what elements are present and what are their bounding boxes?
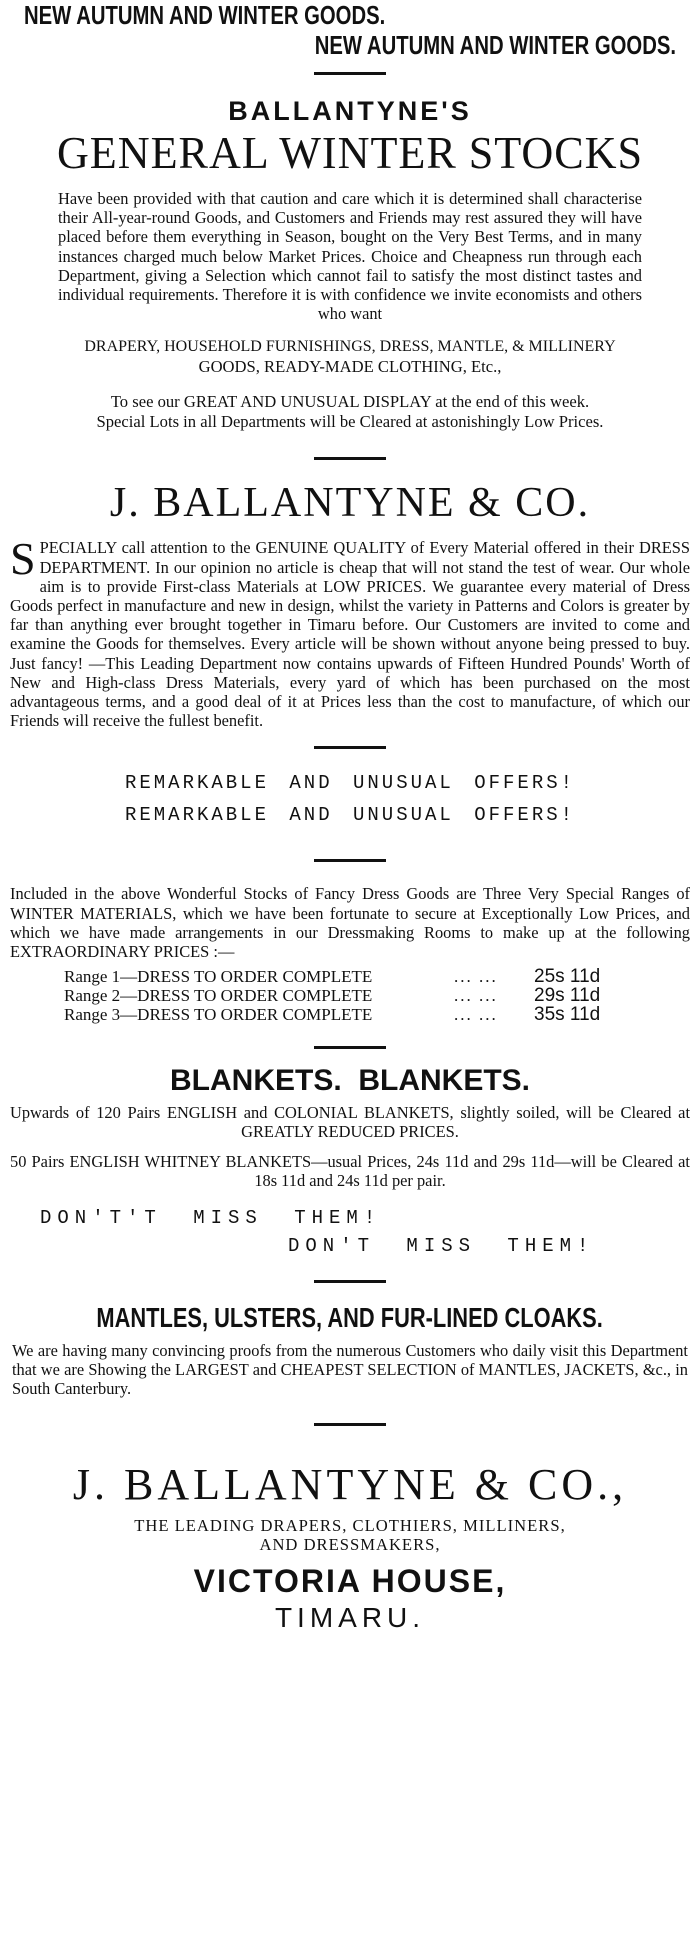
price-range-row <box>64 1005 694 1024</box>
dress-paragraph <box>10 533 690 731</box>
intro-paragraph: Have been provided with that caution and care which it is determined shall characterise their All-year-round Goods, and Customers and Friends may rest assured they will have placed before them everything in Season, bought on the Very Best Terms, and in many instances charged much below Market Prices. Choice and Cheapness run through each Department, giving a Selection which cannot fail to satisfy the most distinct tastes and individual requirements. Therefore it is with confidence we invite economists and others who want <box>58 189 642 324</box>
divider-rule <box>314 1423 386 1426</box>
divider-rule <box>314 457 386 460</box>
offers-headline-2: REMARKABLE AND UNUSUAL OFFERS! <box>124 804 576 827</box>
price-range-row <box>64 986 694 1005</box>
firm-name-headline: J. BALLANTYNE & CO. <box>109 480 591 527</box>
blankets-headline: BLANKETS. BLANKETS. <box>170 1064 530 1098</box>
dress-paragraph-text: PECIALLY call attention to the GENUINE QUALITY of Every Material offered in their DRESS DEPARTMENT. In our opinion no article is cheap that will not stand the test of wear. Our whole aim is to provide First-class Materials at LOW PRICES. We guarantee every material of Dress Goods perfect in manufacture and new in design, whilst the variety in Patterns and Colors is greater by far than anything ever brought together in Timaru before. Our Customers are invited to come and examine the Goods for themselves. Every article will be shown without anyone being pressed to buy. Just fancy! —This Leading Department now contains upwards of Fifteen Hundred Pounds' Worth of New and High-class Dress Materials, every yard of which has been purchased on the most advantageous terms, and a good deal of it at Prices less than the cost to manufacture, of which our Friends will receive the fullest benefit. <box>10 538 690 731</box>
price-ranges-list <box>64 967 694 1024</box>
range-price: 35s 11d <box>534 1004 601 1026</box>
divider-rule <box>314 1046 386 1049</box>
victoria-house-headline: VICTORIA HOUSE, <box>193 1562 507 1599</box>
blankets-paragraph-2: 50 Pairs ENGLISH WHITNEY BLANKETS—usual Prices, 24s 11d and 29s 11d—will be Cleared at 18s 11d and 24s 11d per pair. <box>10 1151 690 1190</box>
price-range-row <box>64 967 694 986</box>
mantles-headline <box>6 1301 694 1335</box>
footer-trade-line-2: AND DRESSMAKERS, <box>259 1535 441 1555</box>
range-leader-dots: ... ... <box>454 986 498 1006</box>
header-line-2: NEW AUTUMN AND WINTER GOODS. <box>314 30 676 60</box>
goods-line-1: DRAPERY, HOUSEHOLD FURNISHINGS, DRESS, MANTLE, & MILLINERY <box>84 338 616 356</box>
divider-rule <box>314 859 386 862</box>
drop-cap-letter: S <box>10 533 36 585</box>
ballantynes-title: BALLANTYNE'S <box>228 96 472 126</box>
range-leader-dots: ... ... <box>454 967 498 987</box>
timaru-town: TIMARU. <box>274 1601 426 1633</box>
divider-rule <box>314 746 386 749</box>
blankets-paragraph-1: Upwards of 120 Pairs ENGLISH and COLONIAL BLANKETS, slightly soiled, will be Cleared at GREATLY REDUCED PRICES. <box>10 1103 690 1142</box>
mantles-headline-text: MANTLES, ULSTERS, AND FUR-LINED CLOAKS. <box>96 1302 604 1334</box>
range-price: 25s 11d <box>534 966 601 988</box>
general-winter-stocks-headline: GENERAL WINTER STOCKS <box>56 127 644 178</box>
divider-rule <box>314 72 386 75</box>
divider-rule <box>314 1280 386 1283</box>
header-line-1: NEW AUTUMN AND WINTER GOODS. <box>24 0 386 30</box>
goods-line-2: GOODS, READY-MADE CLOTHING, Etc., <box>198 356 502 376</box>
range-label: Range 1—DRESS TO ORDER COMPLETE <box>64 967 373 987</box>
mantles-paragraph: We are having many convincing proofs from the numerous Customers who daily visit this Department that we are Showing the LARGEST and CHEAPEST SELECTION of MANTLES, JACKETS, &c., in South Canterbury. <box>12 1341 688 1399</box>
dont-miss-line-2: DON'T MISS THEM! <box>288 1235 595 1258</box>
range-leader-dots: ... ... <box>454 1005 498 1025</box>
range-label: Range 3—DRESS TO ORDER COMPLETE <box>64 1005 373 1025</box>
footer-firm-name: J. BALLANTYNE & CO., <box>72 1459 628 1509</box>
display-line-2: Special Lots in all Departments will be Cleared at astonishingly Low Prices. <box>96 411 604 431</box>
range-price: 29s 11d <box>534 985 601 1007</box>
offers-headline-1: REMARKABLE AND UNUSUAL OFFERS! <box>124 772 576 795</box>
dont-miss-line-1: DON'T'T MISS THEM! <box>40 1207 382 1230</box>
footer-trade-line-1: THE LEADING DRAPERS, CLOTHIERS, MILLINERS, <box>134 1515 566 1535</box>
range-label: Range 2—DRESS TO ORDER COMPLETE <box>64 986 373 1006</box>
offers-paragraph: Included in the above Wonderful Stocks of Fancy Dress Goods are Three Very Special Ranges of WINTER MATERIALS, which we have been fortunate to secure at Exceptionally Low Prices, and which we have made arrangements in our Dressmaking Rooms to make up at the following EXTRAORDINARY PRICES :— <box>10 884 690 962</box>
display-line-1: To see our GREAT AND UNUSUAL DISPLAY at the end of this week. <box>110 392 590 412</box>
